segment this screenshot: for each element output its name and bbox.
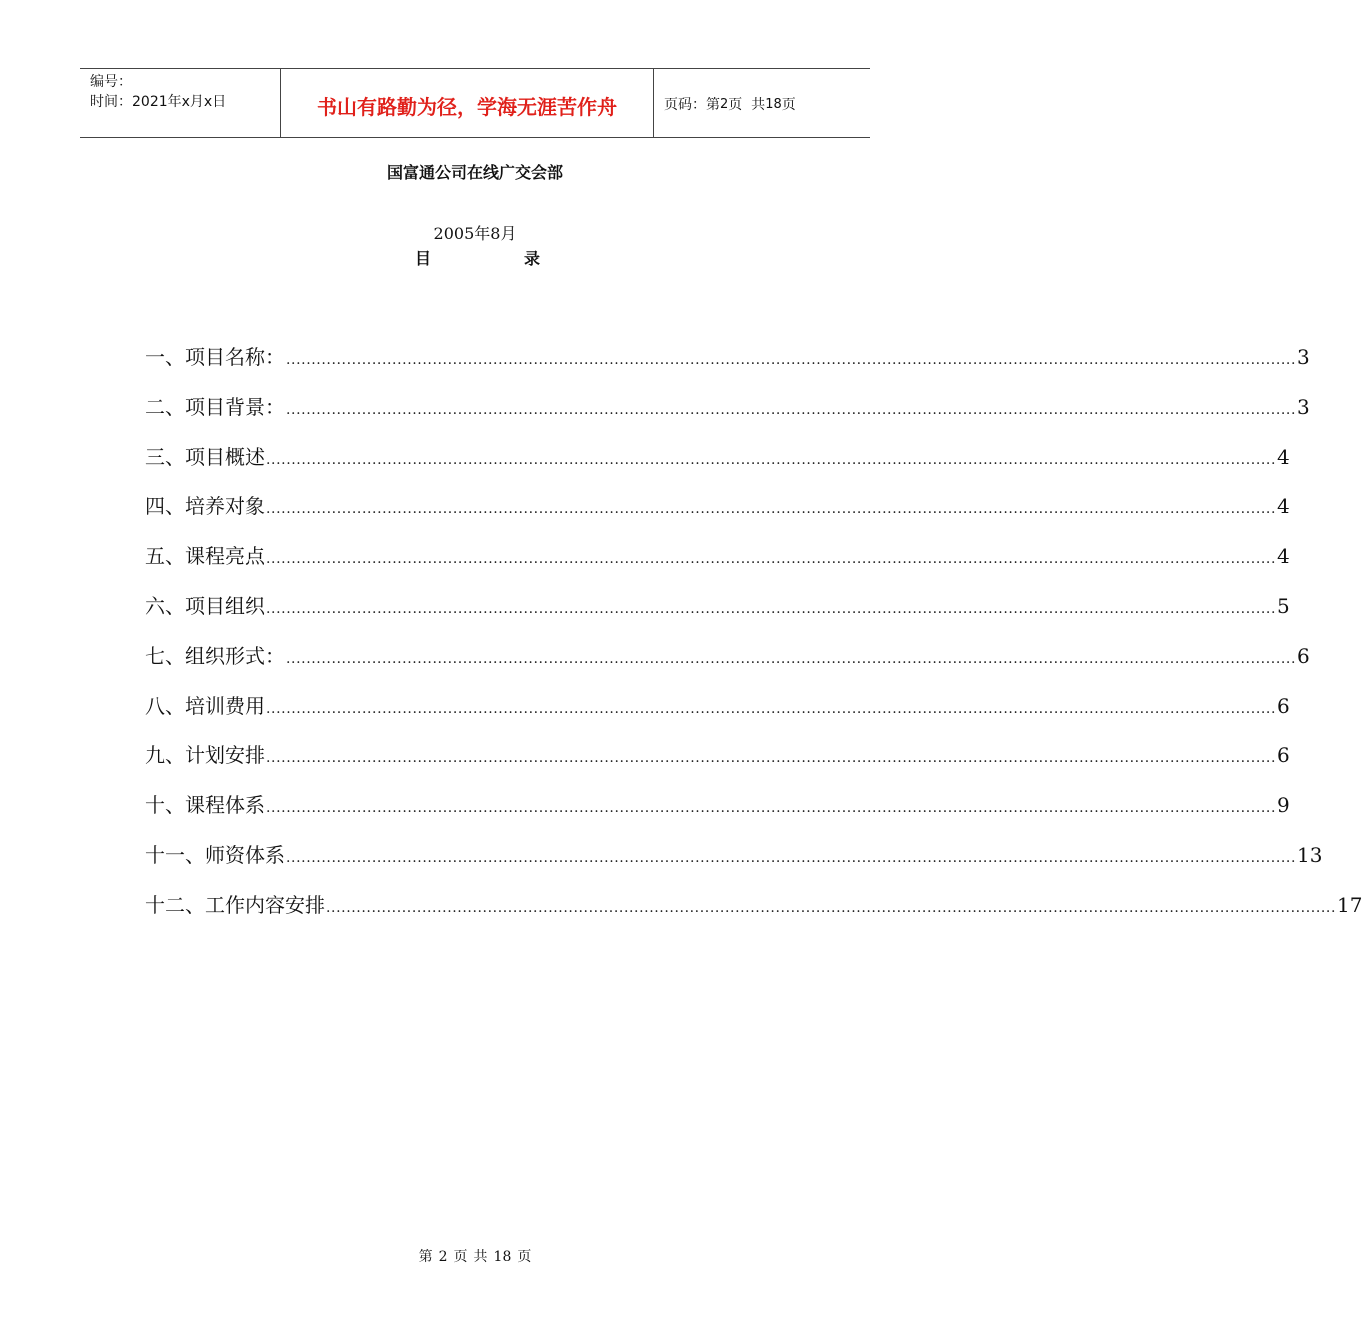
toc-leader-dots: ........................................................................................................................................................................................................ <box>286 849 1297 866</box>
toc-entry-page: 6 <box>1277 693 1290 718</box>
toc-leader-dots: ........................................................................................................................................................................................................ <box>286 650 1297 667</box>
footer-prefix: 第 <box>418 1249 433 1265</box>
toc-entry-label: 二、项目背景： <box>145 394 285 419</box>
document-date: 2005年8月 <box>433 224 517 243</box>
toc-leader-dots: ........................................................................................................................................................................................................ <box>266 800 1277 817</box>
document-time-label: 时间：2021年x月x日 <box>90 94 227 110</box>
toc-entry-page: 6 <box>1297 643 1310 668</box>
toc-leader-dots: ........................................................................................................................................................................................................ <box>266 551 1277 568</box>
footer-total: 18 <box>493 1249 512 1265</box>
toc-entry-label: 七、组织形式： <box>145 643 285 668</box>
footer-mid2: 共 <box>473 1249 488 1265</box>
toc-leader-dots: ........................................................................................................................................................................................................ <box>286 401 1297 418</box>
header-page-mid: 页 共 <box>728 97 766 113</box>
footer-mid1: 页 <box>453 1249 468 1265</box>
toc-heading-right: 录 <box>523 249 540 268</box>
toc-entry[interactable] <box>145 641 1310 691</box>
toc-entry-label: 六、项目组织 <box>145 593 265 618</box>
toc-leader-dots: ........................................................................................................................................................................................................ <box>266 700 1277 717</box>
toc-heading <box>415 246 540 269</box>
toc-entry[interactable] <box>145 442 1290 492</box>
toc-entry-label: 五、课程亮点 <box>145 544 265 569</box>
header-motto: 书山有路勤为径，学海无涯苦作舟 <box>281 69 654 137</box>
toc-leader-dots: ........................................................................................................................................................................................................ <box>286 352 1297 368</box>
header-page-end: 页 <box>781 97 796 113</box>
toc-leader-dots: ........................................................................................................................................................................................................ <box>326 899 1337 916</box>
toc-entry-page: 4 <box>1277 544 1290 569</box>
header-page-info <box>654 69 870 137</box>
table-of-contents <box>145 342 1363 940</box>
footer-current: 2 <box>438 1249 448 1265</box>
toc-entry-page: 3 <box>1297 394 1310 419</box>
toc-leader-dots: ........................................................................................................................................................................................................ <box>266 451 1277 468</box>
organization-title: 国富通公司在线广交会部 <box>386 163 563 182</box>
toc-entry-page: 3 <box>1297 345 1310 369</box>
toc-entry-label: 十一、师资体系 <box>145 842 285 867</box>
toc-entry[interactable] <box>145 591 1290 641</box>
toc-leader-dots: ........................................................................................................................................................................................................ <box>266 600 1277 617</box>
toc-leader-dots: ........................................................................................................................................................................................................ <box>266 501 1277 518</box>
toc-entry[interactable] <box>145 840 1323 890</box>
toc-entry-label: 九、计划安排 <box>145 743 265 768</box>
toc-entry-label: 一、项目名称： <box>145 345 285 369</box>
toc-entry[interactable] <box>145 541 1290 591</box>
toc-entry[interactable] <box>145 740 1290 790</box>
toc-entry-page: 13 <box>1297 842 1323 867</box>
toc-entry-label: 四、培养对象 <box>145 494 265 519</box>
header-page-total: 18 <box>765 96 782 112</box>
toc-entry-page: 5 <box>1277 593 1290 618</box>
page-footer <box>0 1246 950 1266</box>
toc-entry-page: 9 <box>1277 793 1290 818</box>
toc-entry-page: 6 <box>1277 743 1290 768</box>
header-page-current: 2 <box>720 96 729 112</box>
toc-leader-dots: ........................................................................................................................................................................................................ <box>266 750 1277 767</box>
page-header <box>80 68 870 138</box>
header-page-prefix: 页码：第 <box>664 97 720 113</box>
toc-entry[interactable] <box>145 342 1310 392</box>
toc-entry[interactable] <box>145 392 1310 442</box>
toc-entry[interactable] <box>145 491 1290 541</box>
toc-entry[interactable] <box>145 890 1363 940</box>
toc-entry-page: 4 <box>1277 444 1290 469</box>
toc-entry-label: 三、项目概述 <box>145 444 265 469</box>
toc-entry-label: 十二、工作内容安排 <box>145 892 325 917</box>
toc-entry-page: 4 <box>1277 494 1290 519</box>
toc-heading-left: 目 <box>415 249 432 268</box>
toc-entry-label: 八、培训费用 <box>145 693 265 718</box>
toc-entry-page: 17 <box>1337 892 1363 917</box>
toc-entry[interactable] <box>145 691 1290 741</box>
document-number-label: 编号： <box>90 74 132 90</box>
header-meta <box>80 69 281 137</box>
toc-entry-label: 十、课程体系 <box>145 793 265 818</box>
footer-suffix: 页 <box>517 1249 532 1265</box>
toc-entry[interactable] <box>145 790 1290 840</box>
